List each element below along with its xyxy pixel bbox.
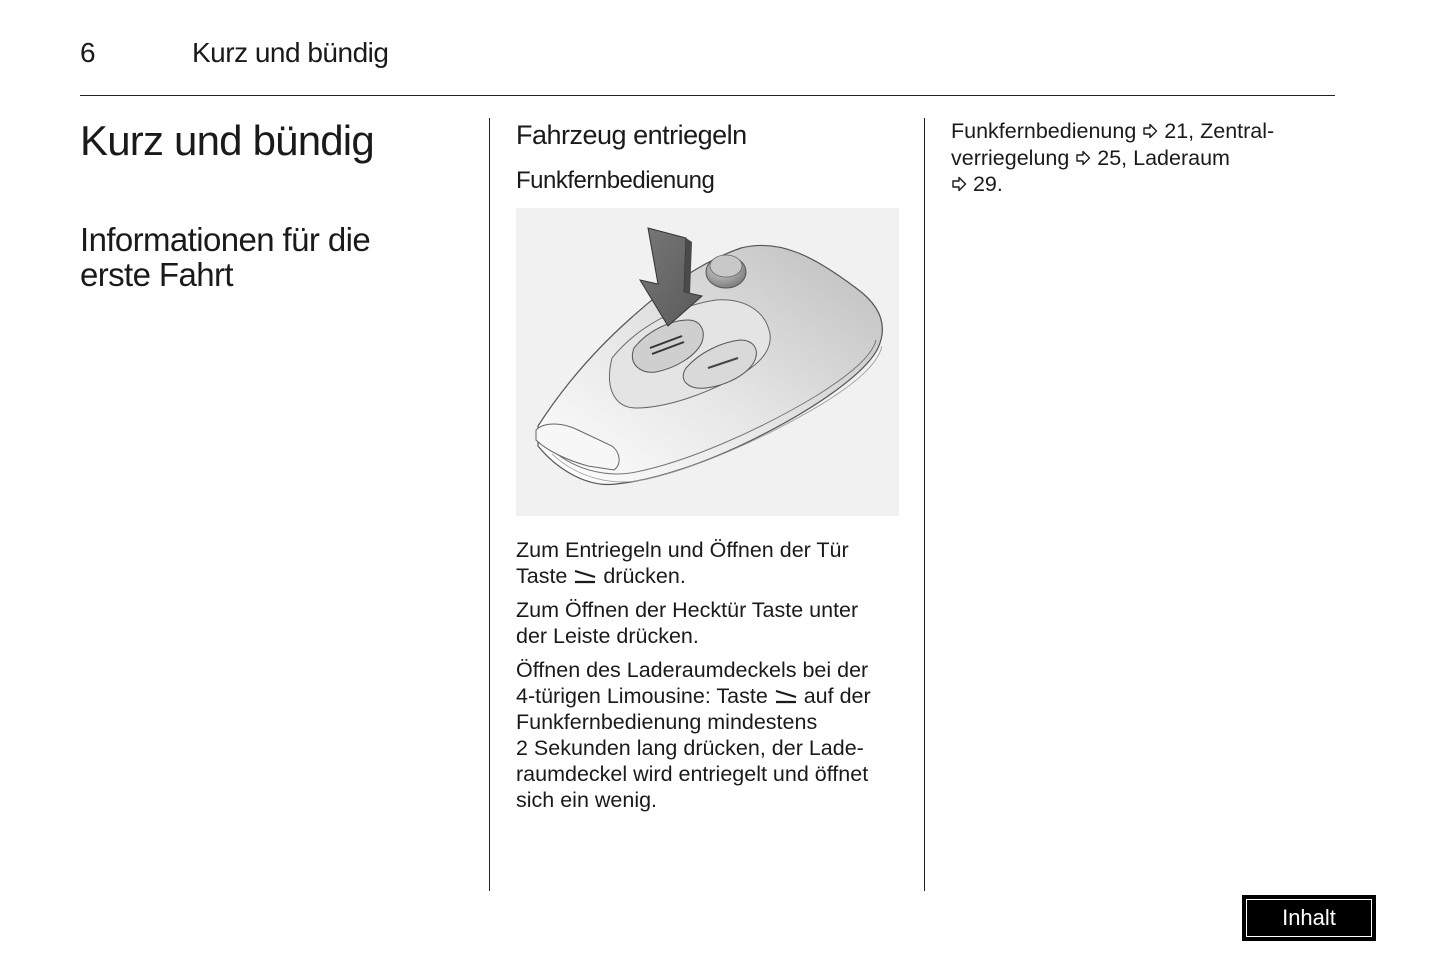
contents-button[interactable] [1242,895,1376,941]
paragraph-line: der Leiste drücken. [516,624,699,648]
paragraph-line [516,683,911,709]
reference-line[interactable] [951,171,1331,198]
paragraph-line: 2 Sekunden lang drücken, der Lade- [516,736,864,760]
paragraph-tailgate [516,597,911,649]
reference-page: 25, Laderaum [1091,145,1230,170]
subsection-subheading: Funkfernbedienung [516,167,715,194]
chapter-title: Kurz und bündig [80,117,374,164]
unlock-button-icon [573,568,597,584]
reference-line[interactable] [951,145,1331,172]
page-reference-arrow-icon [1075,150,1091,166]
remote-key-icon [516,208,899,516]
reference-text: Funkfernbedienung [951,119,1143,143]
contents-button-label: Inhalt [1282,905,1336,930]
paragraph-line: Funkfernbedienung mindestens [516,710,818,734]
column-divider-left [489,118,490,891]
paragraph-line [516,563,911,589]
reference-page: 29. [967,172,1003,196]
paragraph-line: sich ein wenig. [516,788,658,812]
paragraph-unlock-door [516,537,911,589]
page-number: 6 [80,37,96,68]
page-reference-arrow-icon [951,176,967,192]
section-title-line-1: Informationen für die [80,221,371,258]
paragraph-line: Öffnen des Laderaumdeckels bei der [516,658,869,682]
reference-line[interactable] [951,118,1331,145]
reference-text: verriegelung [951,145,1076,170]
column-divider-right [924,118,925,891]
text-fragment: Taste [516,564,574,588]
paragraph-line: Zum Öffnen der Hecktür Taste unter [516,598,859,622]
text-fragment: 4-türigen Limousine: Taste [516,684,774,708]
page-reference-arrow-icon [1142,123,1158,139]
cross-references [951,118,1331,198]
text-fragment: auf der [797,684,871,708]
text-fragment: drücken. [597,564,686,588]
reference-page: 21, Zentral- [1158,119,1275,143]
section-title-line-2: erste Fahrt [80,256,233,293]
subsection-heading: Fahrzeug entriegeln [516,120,747,150]
running-title: Kurz und bündig [192,37,389,68]
section-title [80,222,460,292]
paragraph-trunk-lid [516,657,911,813]
header-divider [80,95,1335,96]
paragraph-line: raumdeckel wird entriegelt und öffnet [516,762,869,786]
remote-key-illustration [516,208,899,516]
paragraph-line: Zum Entriegeln und Öffnen der Tür [516,538,849,562]
body-text [516,537,911,821]
unlock-button-icon [774,688,798,704]
